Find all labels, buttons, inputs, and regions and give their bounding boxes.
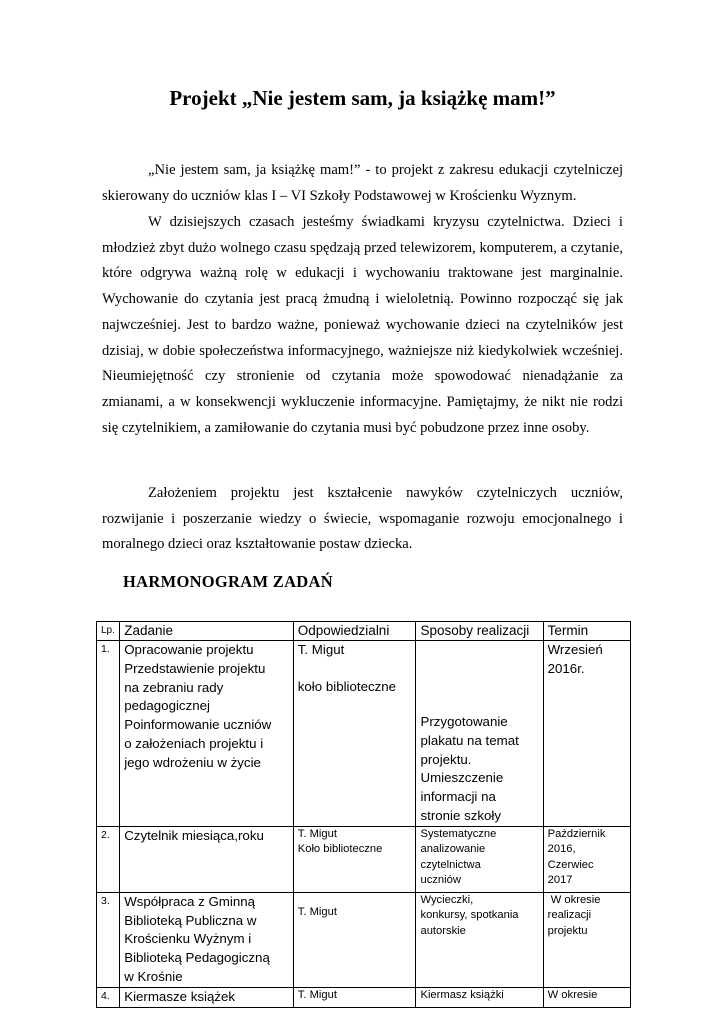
goals-paragraph: Założeniem projektu jest kształcenie nawyków czytelniczych uczniów, rozwijanie i poszerzanie wiedzy o świecie, wspomaganie rozwoju emocjonalnego i moralnego dzieci oraz kształtowanie postaw dziecka. (102, 485, 623, 553)
row-term: Październik 2016, Czerwiec 2017 (543, 826, 630, 892)
row-term: W okresie realizacji projektu (543, 892, 630, 987)
row-task: Opracowanie projektu Przedstawienie projektu na zebraniu rady pedagogicznej Poinformowanie uczniów o założeniach projektu i jego wdrożeniu w życie (120, 641, 294, 827)
header-methods: Sposoby realizacji (416, 622, 543, 641)
row-methods: Kiermasz książki (416, 987, 543, 1007)
row-methods: Systematyczne analizowanie czytelnictwa uczniów (416, 826, 543, 892)
row-lp: 4. (97, 987, 120, 1007)
row-lp: 3. (97, 892, 120, 987)
row-task: Współpraca z Gminną Biblioteką Publiczna w Krościenku Wyżnym i Biblioteką Pedagogiczną w Krośnie (120, 892, 294, 987)
row-methods: Wycieczki, konkursy, spotkania autorskie (416, 892, 543, 987)
table-row (97, 826, 631, 892)
context-paragraph: W dzisiejszych czasach jesteśmy świadkami kryzysu czytelnictwa. Dzieci i młodzież zbyt dużo wolnego czasu spędzają przed telewizorem, komputerem, a czytanie, które odgrywa ważną rolę w edukacji i wychowaniu traktowane jest marginalnie. Wychowanie do czytania jest pracą żmudną i wieloletnią. Powinno rozpocząć się jak najwcześniej. Jest to bardzo ważne, ponieważ wychowanie dzieci na czytelników jest dzisiaj, w dobie społeczeństwa informacyjnego, ważniejsze niż kiedykolwiek wcześniej. Nieumiejętność czy stronienie od czytania może spowodować nienadążanie za zmianami, a w konsekwencji wykluczenie informacyjne. Pamiętajmy, że nikt nie rodzi się czytelnikiem, a zamiłowanie do czytania musi być pobudzone przez inne osoby. (102, 214, 623, 436)
row-responsible: T. Migut Koło biblioteczne (293, 826, 416, 892)
row-responsible: T. Migut (293, 892, 416, 987)
row-responsible: T. Migut (293, 987, 416, 1007)
row-task: Czytelnik miesiąca,roku (120, 826, 294, 892)
row-task: Kiermasze książek (120, 987, 294, 1007)
row-responsible: T. Migut koło biblioteczne (293, 641, 416, 827)
header-term: Termin (543, 622, 630, 641)
row-term: Wrzesień 2016r. (543, 641, 630, 827)
table-row (97, 987, 631, 1007)
table-row (97, 641, 631, 827)
intro-paragraph: „Nie jestem sam, ja książkę mam!” - to projekt z zakresu edukacji czytelniczej skierowany do uczniów klas I – VI Szkoły Podstawowej w Krościenku Wyznym. (102, 162, 623, 204)
schedule-heading: HARMONOGRAM ZADAŃ (123, 572, 333, 591)
row-lp: 2. (97, 826, 120, 892)
header-lp: Lp. (97, 622, 120, 641)
document-title: Projekt „Nie jestem sam, ja książkę mam!” (169, 86, 556, 110)
row-methods: Przygotowanie plakatu na temat projektu. Umieszczenie informacji na stronie szkoły (416, 641, 543, 827)
row-term: W okresie (543, 987, 630, 1007)
header-task: Zadanie (120, 622, 294, 641)
row-lp: 1. (97, 641, 120, 827)
header-responsible: Odpowiedzialni (293, 622, 416, 641)
table-row (97, 892, 631, 987)
table-header-row (97, 622, 631, 641)
schedule-table (96, 621, 631, 1008)
